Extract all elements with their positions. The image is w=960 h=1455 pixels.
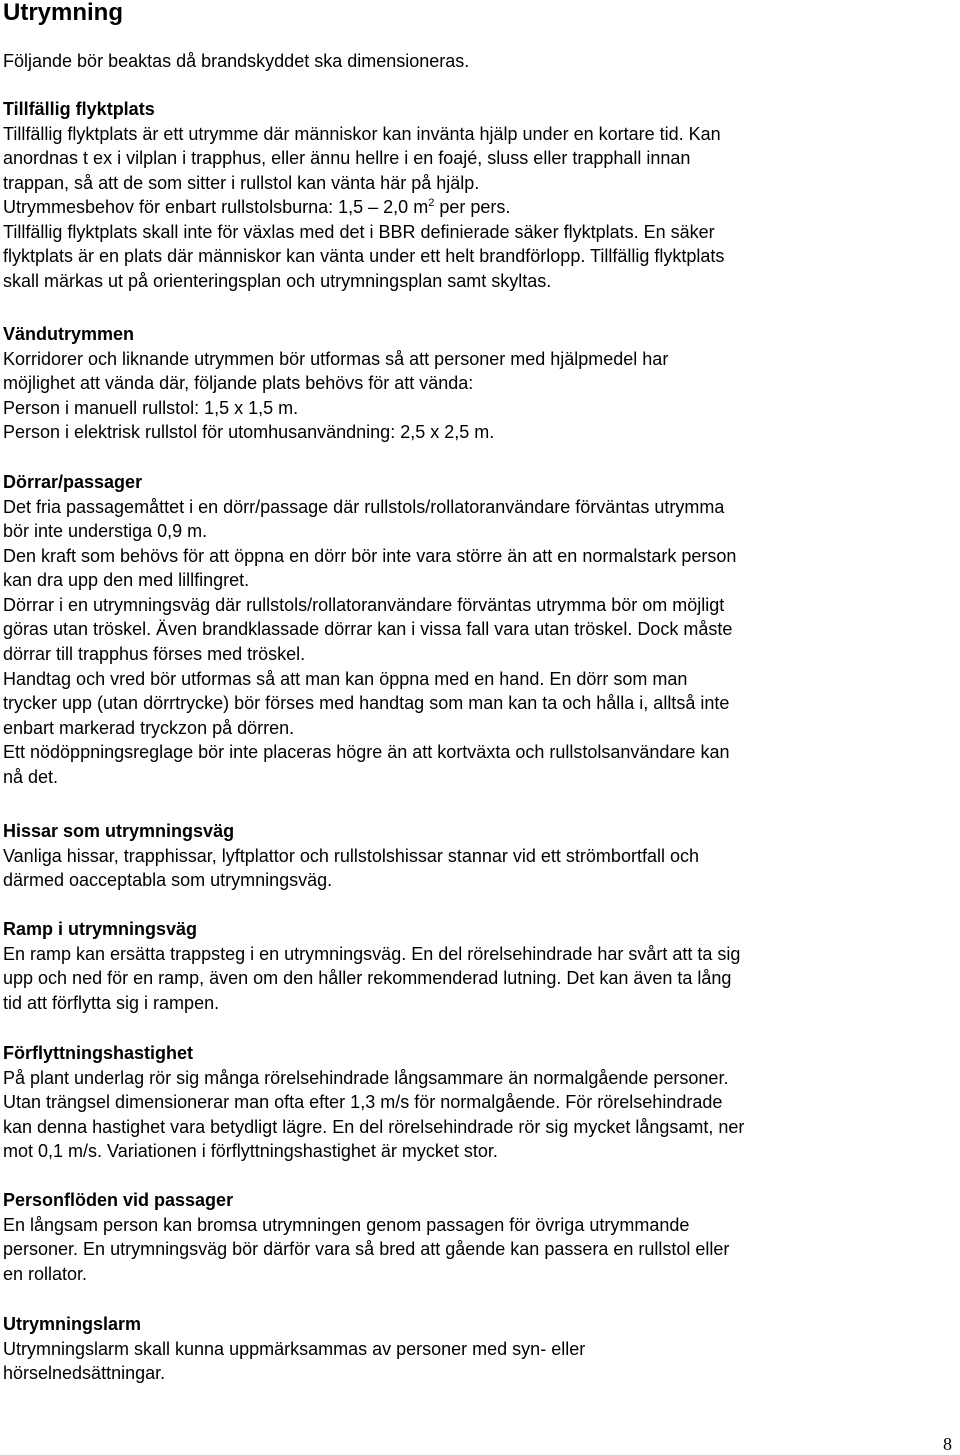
section-heading: Hissar som utrymningsväg <box>3 821 235 841</box>
section-tillfallig-flyktplats <box>3 97 953 294</box>
body-text-part: per pers. <box>434 197 511 218</box>
section-dorrar-passager <box>3 470 953 790</box>
document-page <box>3 0 953 1384</box>
section-heading: Personflöden vid passager <box>3 1190 234 1210</box>
section-utrymningslarm <box>3 1312 953 1386</box>
section-body: Tillfällig flyktplats skall inte för växlas med det i BBR definierade säker flyktplats. En säker flyktplats är en plats där människor kan vänta under ett helt brandförlopp. Tillfällig flyktplats skall märkas ut på orienteringsplan och utrymningsplan samt skyltas. <box>3 221 725 292</box>
intro-paragraph: Följande bör beaktas då brandskyddet ska dimensioneras. <box>3 51 470 71</box>
section-heading: Ramp i utrymningsväg <box>3 919 198 939</box>
section-body: En ramp kan ersätta trappsteg i en utrymningsväg. En del rörelsehindrade har svårt att ta sig upp och ned för en ramp, även om den håller rekommenderad lutning. Det kan även ta lång tid att förflytta sig i rampen. <box>3 943 741 1013</box>
superscript: 2 <box>428 197 435 210</box>
section-body: Det fria passagemåttet i en dörr/passage där rullstols/rollatoranvändare förväntas utrymma bör inte understiga 0,9 m. Den kraft som behövs för att öppna en dörr bör inte vara större än att en normalstark person kan dra upp den med lillfingret. Dörrar i en utrymningsväg där rullstols/rollatoranvändare förväntas utrymma bör om möjligt göras utan tröskel. Även brandklassade dörrar kan i vissa fall vara utan tröskel. Dock måste dörrar till trapphus förses med tröskel. Handtag och vred bör utformas så att man kan öppna med en hand. En dörr som man trycker upp (utan dörrtrycke) bör förses med handtag som man kan ta och hålla i, alltså inte enbart markerad tryckzon på dörren. Ett nödöppningsreglage bör inte placeras högre än att kortväxta och rullstolsanvändare kan nå det. <box>3 496 737 788</box>
section-heading: Dörrar/passager <box>3 472 143 492</box>
section-body: Utrymningslarm skall kunna uppmärksammas av personer med syn- eller hörselnedsättningar. <box>3 1338 586 1384</box>
section-body: En långsam person kan bromsa utrymningen genom passagen för övriga utrymmande personer. En utrymningsväg bör därför vara så bred att gående kan passera en rullstol eller en rollator. <box>3 1214 730 1284</box>
section-heading: Förflyttningshastighet <box>3 1043 193 1063</box>
section-heading: Tillfällig flyktplats <box>3 99 155 119</box>
section-body: Vanliga hissar, trapphissar, lyftplattor och rullstolshissar stannar vid ett strömbortfall och därmed oacceptabla som utrymningsväg. <box>3 845 699 891</box>
body-text-part: Tillfällig flyktplats är ett utrymme där människor kan invänta hjälp under en kortare tid. Kan anordnas t ex i vilplan i trapphus, eller ännu hellre i en foajé, sluss eller trapphall innan trappan, så att de som sitter i rullstol kan vänta här på hjälp. Utrymmesbehov för enbart rullstolsburna: 1,5 – 2,0 m <box>3 123 721 218</box>
section-personfloden <box>3 1188 953 1286</box>
section-hissar <box>3 819 953 893</box>
section-vandutrymmen <box>3 322 953 445</box>
page-number: 8 <box>943 1434 952 1454</box>
section-forflyttningshastighet <box>3 1041 953 1164</box>
section-ramp <box>3 917 953 1015</box>
section-body <box>3 122 953 220</box>
section-body: På plant underlag rör sig många rörelsehindrade långsammare än normalgående personer. Utan trängsel dimensionerar man ofta efter 1,3 m/s för normalgående. För rörelsehindrade kan denna hastighet vara betydligt lägre. En del rörelsehindrade rör sig mycket långsamt, ner mot 0,1 m/s. Variationen i förflyttningshastighet är mycket stor. <box>3 1067 745 1162</box>
section-heading: Utrymningslarm <box>3 1314 142 1334</box>
section-heading: Vändutrymmen <box>3 324 135 344</box>
section-body: Korridorer och liknande utrymmen bör utformas så att personer med hjälpmedel har möjlighet att vända där, följande plats behövs för att vända: Person i manuell rullstol: 1,5 x 1,5 m. Person i elektrisk rullstol för utomhusanvändning: 2,5 x 2,5 m. <box>3 348 669 443</box>
page-title: Utrymning <box>3 0 123 26</box>
